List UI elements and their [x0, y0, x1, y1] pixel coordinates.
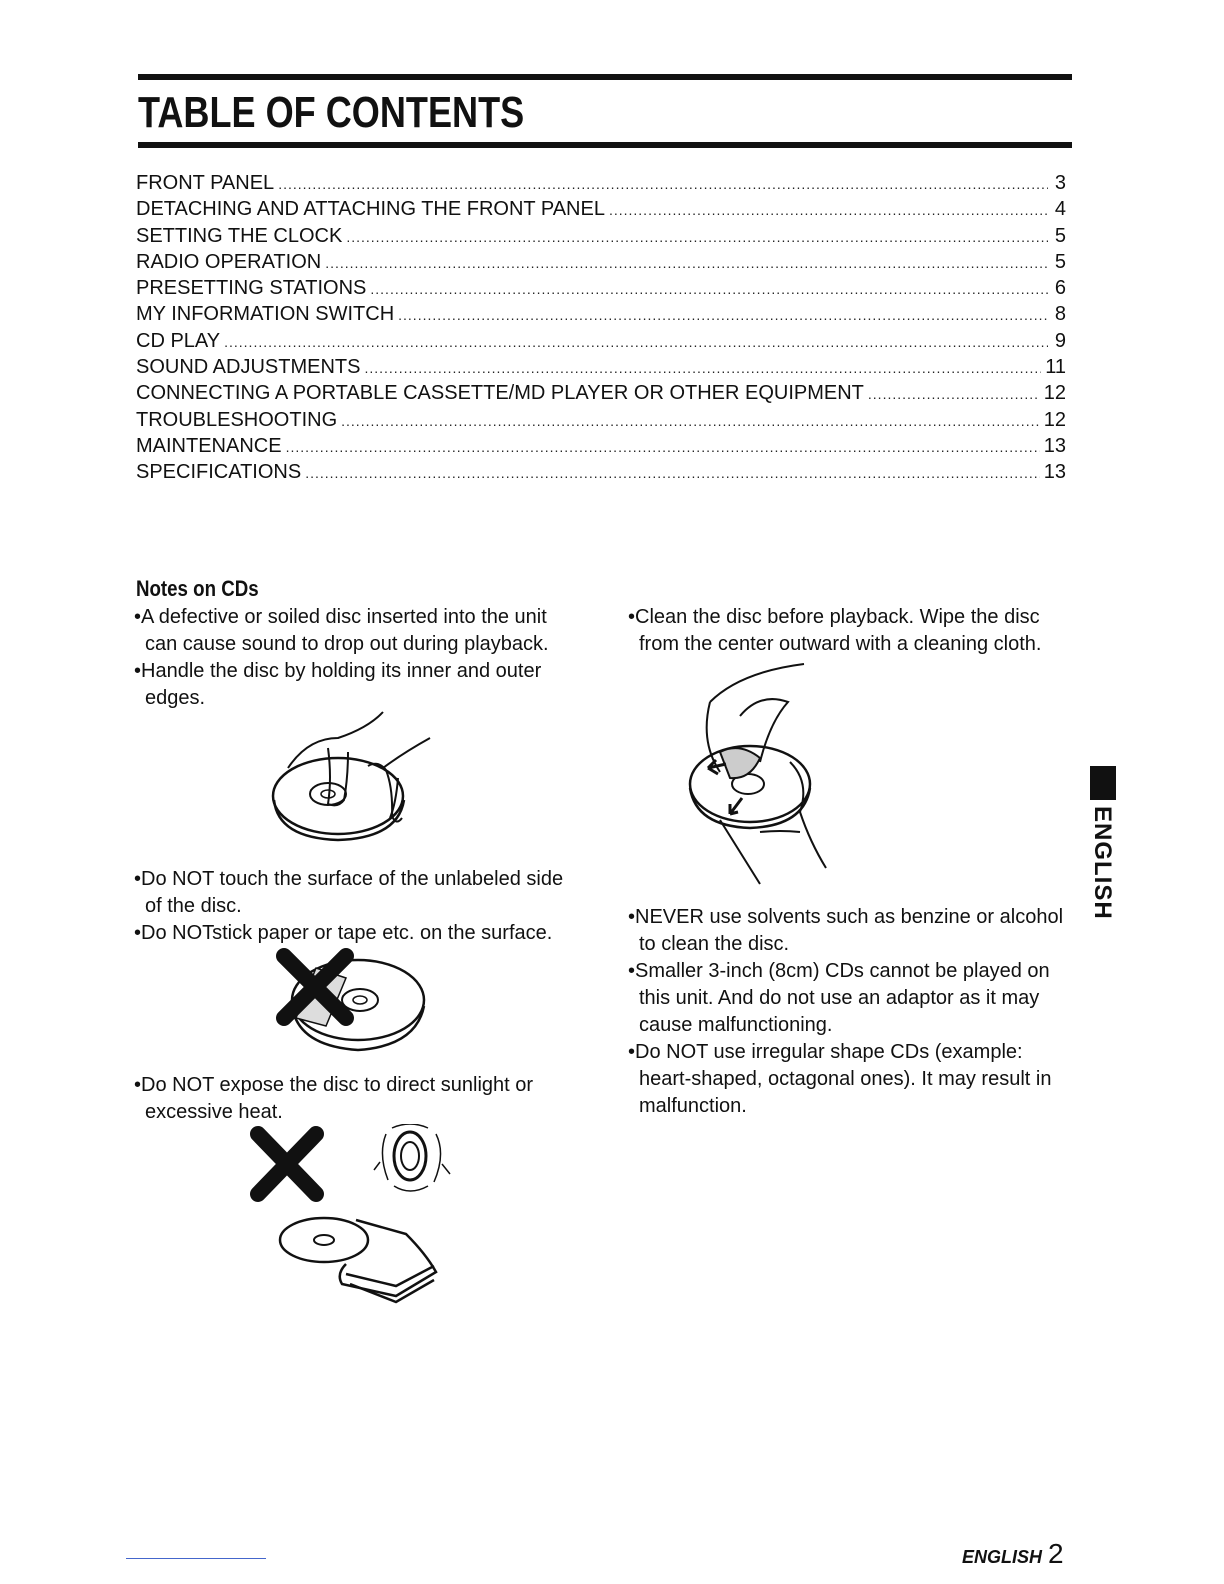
top-rule — [138, 74, 1072, 80]
language-tab-marker — [1090, 766, 1116, 800]
toc-entry[interactable] — [136, 170, 1066, 196]
toc-entry-label: CD PLAY — [136, 329, 221, 352]
toc-entry-label: RADIO OPERATION — [136, 250, 322, 273]
page-title: TABLE OF CONTENTS — [138, 88, 525, 137]
note-bullet: •Do NOT use irregular shape CDs (example: heart-shaped, octagonal ones). It may result in malfunction. — [628, 1041, 1052, 1117]
toc-leader — [305, 460, 1040, 486]
toc-entry-page: 12 — [1043, 382, 1066, 405]
note-bullet: •NEVER use solvents such as benzine or alcohol to clean the disc. — [628, 906, 1064, 955]
toc-leader — [325, 250, 1048, 276]
notes-heading: Notes on CDs — [136, 576, 259, 601]
disc-no-stick-illustration — [276, 948, 436, 1058]
toc-entry[interactable] — [136, 275, 1066, 301]
note-bullet: •Do NOT touch the surface of the unlabeled side of the disc. — [134, 868, 564, 917]
toc-leader — [609, 197, 1048, 223]
note-bullet: •Do NOTstick paper or tape etc. on the surface. — [134, 922, 553, 944]
toc-leader — [341, 408, 1040, 434]
note-bullet: •A defective or soiled disc inserted into the unit can cause sound to drop out during playback. — [134, 606, 549, 655]
toc-entry[interactable] — [136, 301, 1066, 327]
toc-entry-label: SETTING THE CLOCK — [136, 224, 343, 247]
note-paragraph — [134, 866, 574, 947]
toc-entry-page: 9 — [1054, 329, 1066, 352]
toc-leader — [868, 381, 1040, 407]
disc-cleaning-illustration — [680, 662, 840, 892]
toc-entry-page: 11 — [1045, 356, 1066, 379]
toc-leader — [224, 329, 1048, 355]
toc-entry-page: 4 — [1054, 198, 1066, 221]
language-tab-label: ENGLISH — [1089, 806, 1116, 920]
toc-leader — [398, 302, 1048, 328]
toc-entry-label: FRONT PANEL — [136, 172, 275, 194]
toc-entry-page: 3 — [1054, 172, 1066, 194]
language-tab — [1085, 806, 1121, 926]
toc-entry-page: 5 — [1054, 224, 1066, 247]
note-bullet: •Do NOT expose the disc to direct sunlight or excessive heat. — [134, 1074, 534, 1123]
toc-entry[interactable] — [136, 223, 1066, 249]
toc-entry[interactable] — [136, 196, 1066, 222]
toc-leader — [346, 224, 1048, 250]
toc-entry-page: 13 — [1043, 434, 1066, 457]
note-paragraph — [134, 604, 574, 712]
toc-entry-label: TROUBLESHOOTING — [136, 408, 338, 431]
toc-entry-page: 13 — [1043, 461, 1066, 484]
toc-entry-page: 5 — [1054, 250, 1066, 273]
disc-hold-illustration — [268, 708, 438, 848]
toc-entry-label: SPECIFICATIONS — [136, 461, 302, 484]
toc-entry[interactable] — [136, 380, 1066, 406]
toc-entry[interactable] — [136, 459, 1066, 485]
toc-leader — [278, 171, 1048, 197]
toc-entry-label: PRESETTING STATIONS — [136, 277, 367, 300]
note-paragraph — [134, 1072, 574, 1126]
toc-entry-page: 6 — [1054, 277, 1066, 300]
toc-entry[interactable] — [136, 407, 1066, 433]
toc-leader — [286, 434, 1040, 460]
toc-leader — [370, 276, 1048, 302]
note-bullet: •Handle the disc by holding its inner and outer edges. — [134, 660, 542, 709]
disc-sunlight-illustration — [246, 1124, 466, 1314]
note-paragraph — [628, 604, 1070, 658]
page-number: 2 — [1048, 1538, 1064, 1569]
note-bullet: •Clean the disc before playback. Wipe the disc from the center outward with a cleaning cloth. — [628, 606, 1042, 655]
title-underline — [138, 142, 1072, 148]
toc-entry-label: MAINTENANCE — [136, 434, 282, 457]
table-of-contents — [136, 170, 1066, 486]
toc-entry-page: 8 — [1054, 303, 1066, 326]
toc-entry[interactable] — [136, 354, 1066, 380]
toc-entry[interactable] — [136, 328, 1066, 354]
toc-entry-label: DETACHING AND ATTACHING THE FRONT PANEL — [136, 198, 605, 221]
note-bullet: •Smaller 3-inch (8cm) CDs cannot be played on this unit. And do not use an adaptor as it may cause malfunctioning. — [628, 960, 1050, 1036]
toc-entry[interactable] — [136, 433, 1066, 459]
toc-leader — [364, 355, 1041, 381]
toc-entry-label: SOUND ADJUSTMENTS — [136, 356, 361, 379]
toc-entry-page: 12 — [1043, 408, 1066, 431]
toc-entry[interactable] — [136, 249, 1066, 275]
note-paragraph — [628, 904, 1070, 1120]
toc-entry-label: MY INFORMATION SWITCH — [136, 303, 395, 326]
footer-language: ENGLISH — [962, 1547, 1043, 1567]
footer-link-underline — [126, 1558, 266, 1559]
toc-entry-label: CONNECTING A PORTABLE CASSETTE/MD PLAYER OR OTHER EQUIPMENT — [136, 382, 864, 405]
